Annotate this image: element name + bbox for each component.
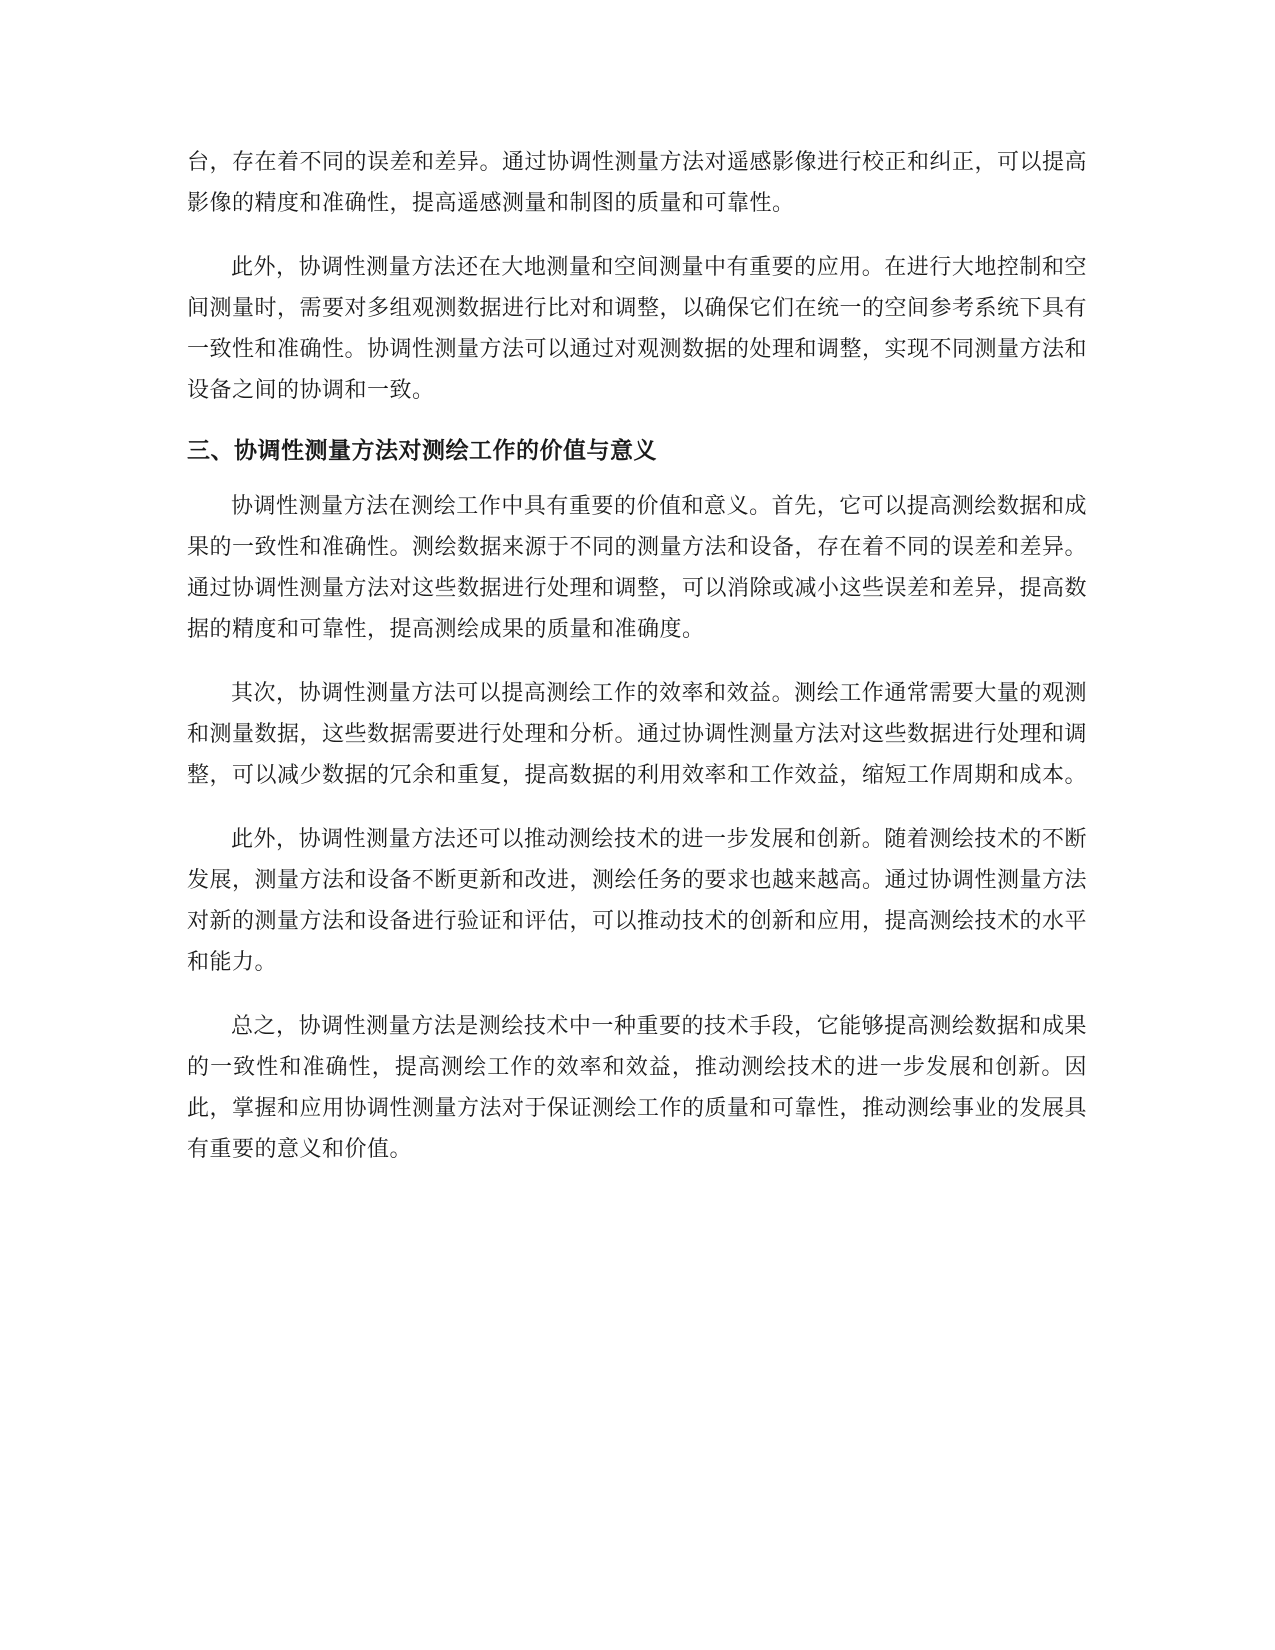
section-heading: 三、协调性测量方法对测绘工作的价值与意义 [187,438,657,464]
paragraph-geodetic-application: 此外，协调性测量方法还在大地测量和空间测量中有重要的应用。在进行大地控制和空间测量时，需要对多组观测数据进行比对和调整，以确保它们在统一的空间参考系统下具有一致性和准确性。协调性测量方法可以通过对观测数据的处理和调整，实现不同测量方法和设备之间的协调和一致。 [187,255,1088,403]
paragraph-innovation: 此外，协调性测量方法还可以推动测绘技术的进一步发展和创新。随着测绘技术的不断发展，测量方法和设备不断更新和改进，测绘任务的要求也越来越高。通过协调性测量方法对新的测量方法和设备进行验证和评估，可以推动技术的创新和应用，提高测绘技术的水平和能力。 [187,827,1088,975]
paragraph-efficiency: 其次，协调性测量方法可以提高测绘工作的效率和效益。测绘工作通常需要大量的观测和测量数据，这些数据需要进行处理和分析。通过协调性测量方法对这些数据进行处理和调整，可以减少数据的冗余和重复，提高数据的利用效率和工作效益，缩短工作周期和成本。 [187,681,1088,788]
paragraph-continuation: 台，存在着不同的误差和差异。通过协调性测量方法对遥感影像进行校正和纠正，可以提高影像的精度和准确性，提高遥感测量和制图的质量和可靠性。 [187,150,1088,216]
document-body [187,142,1087,1193]
paragraph-conclusion: 总之，协调性测量方法是测绘技术中一种重要的技术手段，它能够提高测绘数据和成果的一致性和准确性，提高测绘工作的效率和效益，推动测绘技术的进一步发展和创新。因此，掌握和应用协调性测量方法对于保证测绘工作的质量和可靠性，推动测绘事业的发展具有重要的意义和价值。 [187,1014,1088,1162]
paragraph-value-intro: 协调性测量方法在测绘工作中具有重要的价值和意义。首先，它可以提高测绘数据和成果的一致性和准确性。测绘数据来源于不同的测量方法和设备，存在着不同的误差和差异。通过协调性测量方法对这些数据进行处理和调整，可以消除或减小这些误差和差异，提高数据的精度和可靠性，提高测绘成果的质量和准确度。 [187,494,1088,642]
